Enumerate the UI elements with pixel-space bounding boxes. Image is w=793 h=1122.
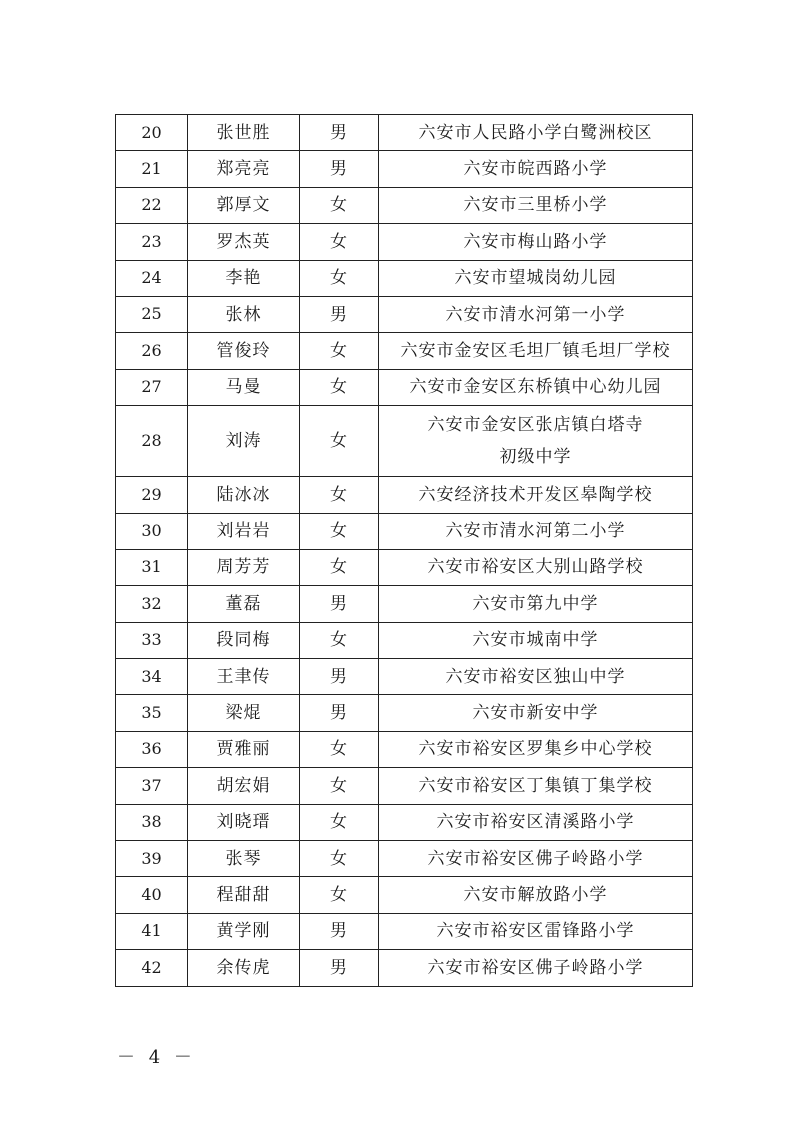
gender: 女 xyxy=(300,406,379,477)
row-number: 30 xyxy=(116,513,188,549)
person-name: 董磊 xyxy=(188,586,300,622)
gender: 男 xyxy=(300,659,379,695)
table-row xyxy=(116,877,693,913)
row-number: 27 xyxy=(116,369,188,405)
person-name: 张世胜 xyxy=(188,115,300,151)
gender: 女 xyxy=(300,549,379,585)
school-name-line-1: 六安市金安区张店镇白塔寺 xyxy=(427,414,644,435)
row-number: 34 xyxy=(116,659,188,695)
school-name: 六安市清水河第二小学 xyxy=(379,513,693,549)
row-number: 21 xyxy=(116,151,188,187)
school-name: 六安市裕安区独山中学 xyxy=(379,659,693,695)
row-number: 36 xyxy=(116,731,188,767)
school-name-line-2: 初级中学 xyxy=(499,447,572,468)
person-name: 刘岩岩 xyxy=(188,513,300,549)
table-row xyxy=(116,804,693,840)
school-name: 六安市城南中学 xyxy=(379,622,693,658)
row-number: 33 xyxy=(116,622,188,658)
gender: 女 xyxy=(300,513,379,549)
school-name: 六安市裕安区佛子岭路小学 xyxy=(379,841,693,877)
person-name: 刘晓瑨 xyxy=(188,804,300,840)
school-name: 六安市金安区毛坦厂镇毛坦厂学校 xyxy=(379,333,693,369)
gender: 女 xyxy=(300,841,379,877)
table-row xyxy=(116,768,693,804)
page-number: － 4 － xyxy=(117,1047,196,1068)
school-name: 六安市梅山路小学 xyxy=(379,224,693,260)
gender: 女 xyxy=(300,369,379,405)
table-row xyxy=(116,586,693,622)
person-name: 程甜甜 xyxy=(188,877,300,913)
roster-table xyxy=(115,114,693,987)
gender: 男 xyxy=(300,296,379,332)
person-name: 郑亮亮 xyxy=(188,151,300,187)
row-number: 20 xyxy=(116,115,188,151)
person-name: 刘涛 xyxy=(188,406,300,477)
school-name: 六安市解放路小学 xyxy=(379,877,693,913)
row-number: 42 xyxy=(116,950,188,986)
row-number: 22 xyxy=(116,187,188,223)
person-name: 陆冰冰 xyxy=(188,477,300,513)
person-name: 贾雅丽 xyxy=(188,731,300,767)
table-row xyxy=(116,913,693,949)
row-number: 24 xyxy=(116,260,188,296)
table-row xyxy=(116,406,693,477)
row-number: 39 xyxy=(116,841,188,877)
school-name: 六安市清水河第一小学 xyxy=(379,296,693,332)
gender: 女 xyxy=(300,224,379,260)
school-name: 六安经济技术开发区皋陶学校 xyxy=(379,477,693,513)
table-row xyxy=(116,333,693,369)
row-number: 32 xyxy=(116,586,188,622)
school-name: 六安市裕安区清溪路小学 xyxy=(379,804,693,840)
person-name: 李艳 xyxy=(188,260,300,296)
gender: 女 xyxy=(300,477,379,513)
person-name: 张林 xyxy=(188,296,300,332)
school-name: 六安市裕安区佛子岭路小学 xyxy=(379,950,693,986)
row-number: 37 xyxy=(116,768,188,804)
table-row xyxy=(116,296,693,332)
table-row xyxy=(116,549,693,585)
school-name: 六安市裕安区丁集镇丁集学校 xyxy=(379,768,693,804)
row-number: 41 xyxy=(116,913,188,949)
gender: 男 xyxy=(300,950,379,986)
table-row xyxy=(116,731,693,767)
school-name: 六安市新安中学 xyxy=(379,695,693,731)
gender: 女 xyxy=(300,877,379,913)
school-name: 六安市三里桥小学 xyxy=(379,187,693,223)
table-row xyxy=(116,950,693,986)
row-number: 28 xyxy=(116,406,188,477)
table-row xyxy=(116,224,693,260)
gender: 男 xyxy=(300,151,379,187)
gender: 女 xyxy=(300,768,379,804)
gender: 男 xyxy=(300,586,379,622)
table-row xyxy=(116,115,693,151)
gender: 女 xyxy=(300,804,379,840)
row-number: 40 xyxy=(116,877,188,913)
person-name: 马曼 xyxy=(188,369,300,405)
table-row xyxy=(116,695,693,731)
gender: 男 xyxy=(300,913,379,949)
table-row xyxy=(116,151,693,187)
table-row xyxy=(116,513,693,549)
table-row xyxy=(116,659,693,695)
school-name: 六安市金安区东桥镇中心幼儿园 xyxy=(379,369,693,405)
table-row xyxy=(116,260,693,296)
row-number: 23 xyxy=(116,224,188,260)
school-name: 六安市裕安区罗集乡中心学校 xyxy=(379,731,693,767)
person-name: 郭厚文 xyxy=(188,187,300,223)
gender: 女 xyxy=(300,333,379,369)
person-name: 黄学刚 xyxy=(188,913,300,949)
gender: 女 xyxy=(300,731,379,767)
school-name: 六安市人民路小学白鹭洲校区 xyxy=(379,115,693,151)
row-number: 26 xyxy=(116,333,188,369)
row-number: 31 xyxy=(116,549,188,585)
gender: 女 xyxy=(300,187,379,223)
gender: 男 xyxy=(300,695,379,731)
table-row xyxy=(116,841,693,877)
school-name: 六安市裕安区大别山路学校 xyxy=(379,549,693,585)
gender: 男 xyxy=(300,115,379,151)
row-number: 29 xyxy=(116,477,188,513)
table-row xyxy=(116,622,693,658)
person-name: 管俊玲 xyxy=(188,333,300,369)
table-row xyxy=(116,187,693,223)
gender: 女 xyxy=(300,260,379,296)
person-name: 胡宏娟 xyxy=(188,768,300,804)
row-number: 38 xyxy=(116,804,188,840)
person-name: 王聿传 xyxy=(188,659,300,695)
school-name: 六安市第九中学 xyxy=(379,586,693,622)
table-row xyxy=(116,369,693,405)
roster-body xyxy=(116,115,693,987)
person-name: 张琴 xyxy=(188,841,300,877)
gender: 女 xyxy=(300,622,379,658)
person-name: 梁焜 xyxy=(188,695,300,731)
row-number: 25 xyxy=(116,296,188,332)
row-number: 35 xyxy=(116,695,188,731)
school-name: 六安市望城岗幼儿园 xyxy=(379,260,693,296)
table-row xyxy=(116,477,693,513)
school-name: 六安市裕安区雷锋路小学 xyxy=(379,913,693,949)
person-name: 罗杰英 xyxy=(188,224,300,260)
school-name: 六安市皖西路小学 xyxy=(379,151,693,187)
person-name: 段同梅 xyxy=(188,622,300,658)
person-name: 周芳芳 xyxy=(188,549,300,585)
person-name: 余传虎 xyxy=(188,950,300,986)
school-name xyxy=(379,406,693,477)
